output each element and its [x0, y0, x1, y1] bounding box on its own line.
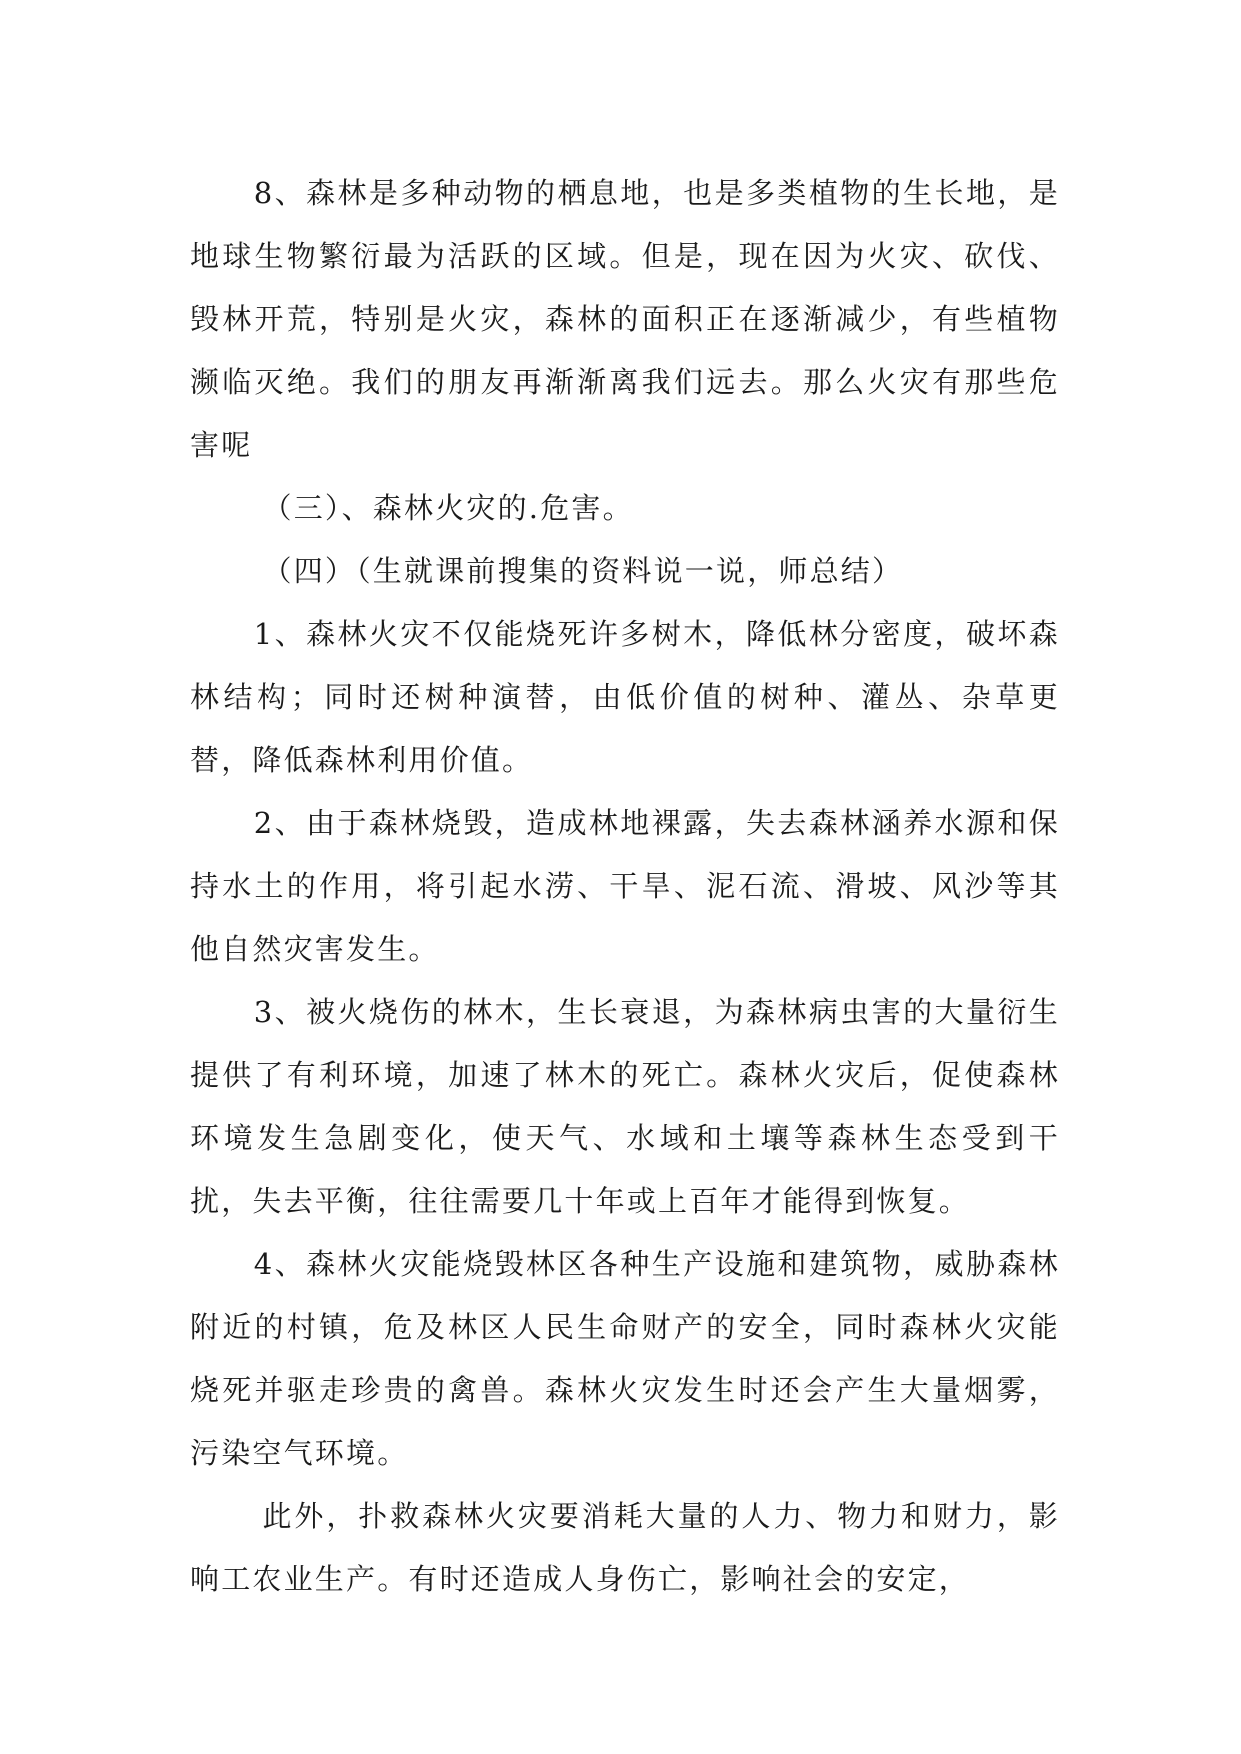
paragraph-hazard-2: 2、由于森林烧毁，造成林地裸露，失去森林涵养水源和保持水土的作用，将引起水涝、干旱、泥石流、滑坡、风沙等其他自然灾害发生。 — [190, 806, 1060, 966]
paragraph-hazard-3: 3、被火烧伤的林木，生长衰退，为森林病虫害的大量衍生提供了有利环境，加速了林木的死亡。森林火灾后，促使森林环境发生急剧变化，使天气、水域和土壤等森林生态受到干扰，失去平衡，往往需要几十年或上百年才能得到恢复。 — [190, 995, 1060, 1218]
document-body — [190, 162, 1060, 1611]
section-heading-discussion: （四）（生就课前搜集的资料说一说，师总结） — [262, 554, 904, 588]
paragraph-forest-habitat: 8、森林是多种动物的栖息地，也是多类植物的生长地，是地球生物繁衍最为活跃的区域。但是，现在因为火灾、砍伐、毁林开荒，特别是火灾，森林的面积正在逐渐减少，有些植物濒临灭绝。我们的朋友再渐渐离我们远去。那么火灾有那些危害呢 — [190, 176, 1060, 462]
paragraph-hazard-1: 1、森林火灾不仅能烧死许多树木，降低林分密度，破坏森林结构；同时还树种演替，由低价值的树种、灌丛、杂草更替，降低森林利用价值。 — [190, 617, 1060, 777]
paragraph-additional-impact: 此外，扑救森林火灾要消耗大量的人力、物力和财力，影响工农业生产。有时还造成人身伤亡，影响社会的安定， — [190, 1499, 1060, 1596]
paragraph-hazard-4: 4、森林火灾能烧毁林区各种生产设施和建筑物，威胁森林附近的村镇，危及林区人民生命财产的安全，同时森林火灾能烧死并驱走珍贵的禽兽。森林火灾发生时还会产生大量烟雾，污染空气环境。 — [190, 1247, 1060, 1470]
section-heading-fire-hazards: （三）、森林火灾的.危害。 — [262, 491, 634, 525]
